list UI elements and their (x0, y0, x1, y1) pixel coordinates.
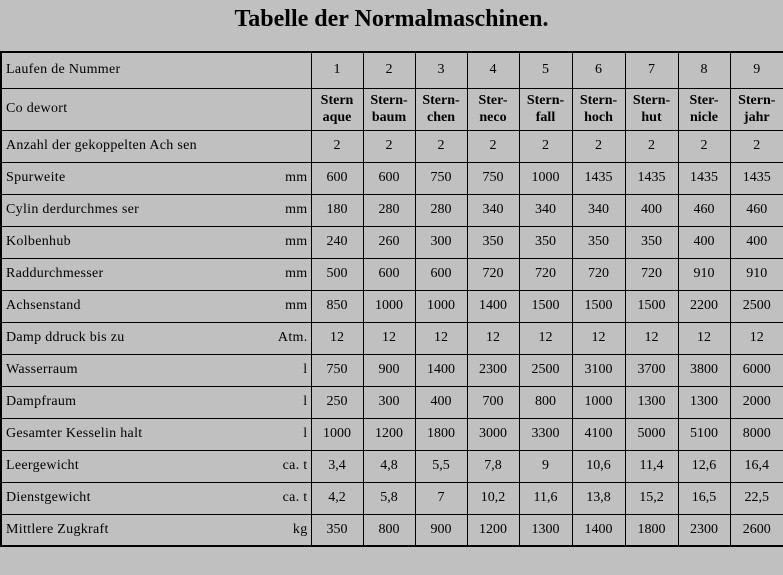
table-cell: 11,6 (519, 482, 572, 514)
table-cell: 2 (625, 130, 678, 162)
table-cell: 350 (519, 226, 572, 258)
table-cell: 720 (519, 258, 572, 290)
table-cell: 400 (625, 194, 678, 226)
row-unit: l (303, 362, 308, 377)
row-label-text: Anzahl der gekoppelten Ach sen (6, 138, 197, 153)
row-unit: ca. t (282, 458, 308, 473)
table-cell: 13,8 (572, 482, 625, 514)
table-cell: 280 (363, 194, 415, 226)
table-cell: 900 (363, 354, 415, 386)
table-cell: 12 (467, 322, 519, 354)
table-cell: 11,4 (625, 450, 678, 482)
table-cell: 260 (363, 226, 415, 258)
table-cell: 180 (311, 194, 363, 226)
table-cell: 1200 (467, 514, 519, 546)
row-unit: mm (285, 170, 308, 185)
row-unit: mm (285, 266, 308, 281)
table-cell: 1500 (519, 290, 572, 322)
header-number: 2 (363, 52, 415, 88)
row-label (1, 258, 311, 290)
header-number: 9 (730, 52, 783, 88)
row-label-text: Mittlere Zugkraft (6, 521, 109, 537)
table-cell: 3700 (625, 354, 678, 386)
table-cell: 300 (415, 226, 467, 258)
table-cell: 750 (467, 162, 519, 194)
row-label (1, 290, 311, 322)
table-cell: 340 (519, 194, 572, 226)
table-cell: 16,4 (730, 450, 783, 482)
page-title: Tabelle der Normalmaschinen. (234, 6, 549, 32)
table-row (1, 482, 783, 514)
table-cell: 1800 (415, 418, 467, 450)
row-label (1, 130, 311, 162)
table-cell: 2 (730, 130, 783, 162)
table-cell: 10,2 (467, 482, 519, 514)
codeword-cell: Stern- hoch (572, 88, 625, 130)
table-cell: 16,5 (678, 482, 730, 514)
row-label (1, 450, 311, 482)
header-number: 4 (467, 52, 519, 88)
table-cell: 280 (415, 194, 467, 226)
table-cell: 350 (625, 226, 678, 258)
row-label-text: Raddurchmesser (6, 266, 104, 281)
table-cell: 8000 (730, 418, 783, 450)
table-row (1, 450, 783, 482)
row-label (1, 194, 311, 226)
table-cell: 3800 (678, 354, 730, 386)
table-cell: 4100 (572, 418, 625, 450)
table-cell: 5000 (625, 418, 678, 450)
table-row (1, 194, 783, 226)
table-row (1, 354, 783, 386)
table-cell: 1000 (363, 290, 415, 322)
table-cell: 9 (519, 450, 572, 482)
table-cell: 1200 (363, 418, 415, 450)
row-label-text: Leergewicht (6, 458, 80, 473)
row-label-text: Dienstgewicht (6, 490, 91, 505)
table-cell: 12 (415, 322, 467, 354)
header-label: Laufen de Nummer (1, 52, 311, 88)
table-row (1, 130, 783, 162)
table-cell: 3000 (467, 418, 519, 450)
row-label-text: Achsenstand (6, 298, 81, 313)
table-cell: 600 (311, 162, 363, 194)
table-cell: 3100 (572, 354, 625, 386)
table-cell: 3,4 (311, 450, 363, 482)
table-cell: 5,5 (415, 450, 467, 482)
table-cell: 2000 (730, 386, 783, 418)
table-cell: 340 (572, 194, 625, 226)
header-number: 8 (678, 52, 730, 88)
row-label (1, 514, 311, 546)
table-cell: 2 (678, 130, 730, 162)
table-cell: 1400 (467, 290, 519, 322)
table-row (1, 386, 783, 418)
row-label (1, 162, 311, 194)
codeword-cell: Stern- baum (363, 88, 415, 130)
table-cell: 2200 (678, 290, 730, 322)
row-label-text: Kolbenhub (6, 234, 71, 249)
table-cell: 12,6 (678, 450, 730, 482)
table-cell: 850 (311, 290, 363, 322)
table-row (1, 162, 783, 194)
table-cell: 250 (311, 386, 363, 418)
table-cell: 350 (572, 226, 625, 258)
row-label (1, 418, 311, 450)
table-cell: 1300 (678, 386, 730, 418)
table-cell: 1000 (572, 386, 625, 418)
codeword-cell: Stern- fall (519, 88, 572, 130)
table-row (1, 322, 783, 354)
row-unit: mm (285, 234, 308, 249)
table-cell: 720 (625, 258, 678, 290)
machines-table (0, 51, 783, 547)
header-number: 5 (519, 52, 572, 88)
table-cell: 400 (415, 386, 467, 418)
table-row (1, 514, 783, 546)
table-cell: 5,8 (363, 482, 415, 514)
table-cell: 10,6 (572, 450, 625, 482)
table-row (1, 226, 783, 258)
table-cell: 1800 (625, 514, 678, 546)
codeword-row (1, 88, 783, 130)
row-unit: mm (285, 298, 308, 313)
table-cell: 2 (467, 130, 519, 162)
table-cell: 12 (519, 322, 572, 354)
table-cell: 4,2 (311, 482, 363, 514)
table-cell: 12 (363, 322, 415, 354)
row-label-text: Cylin derdurchmes ser (6, 202, 140, 217)
row-label-text: Dampfraum (6, 394, 77, 409)
table-cell: 12 (572, 322, 625, 354)
table-row (1, 418, 783, 450)
table-cell: 2300 (467, 354, 519, 386)
table-cell: 1000 (415, 290, 467, 322)
table-cell: 240 (311, 226, 363, 258)
table-cell: 1400 (415, 354, 467, 386)
table-cell: 12 (625, 322, 678, 354)
row-label (1, 322, 311, 354)
codeword-cell: Stern- hut (625, 88, 678, 130)
table-cell: 1000 (311, 418, 363, 450)
row-unit: ca. t (282, 490, 308, 505)
row-label (1, 386, 311, 418)
table-cell: 5100 (678, 418, 730, 450)
row-unit: l (303, 394, 308, 409)
table-cell: 910 (678, 258, 730, 290)
header-row (1, 52, 783, 88)
table-cell: 3300 (519, 418, 572, 450)
table-cell: 2600 (730, 514, 783, 546)
table-cell: 340 (467, 194, 519, 226)
row-unit: kg (292, 521, 308, 537)
row-label-text: Damp ddruck bis zu (6, 330, 125, 345)
table-row (1, 290, 783, 322)
row-unit: mm (285, 202, 308, 217)
table-cell: 750 (415, 162, 467, 194)
header-number: 1 (311, 52, 363, 88)
codeword-label: Co dewort (1, 88, 311, 130)
table-cell: 4,8 (363, 450, 415, 482)
codeword-cell: Ster- neco (467, 88, 519, 130)
table-cell: 1000 (519, 162, 572, 194)
table-cell: 1435 (572, 162, 625, 194)
table-cell: 800 (363, 514, 415, 546)
table-cell: 720 (467, 258, 519, 290)
table-cell: 400 (730, 226, 783, 258)
table-row (1, 258, 783, 290)
table-cell: 1300 (625, 386, 678, 418)
table-cell: 7,8 (467, 450, 519, 482)
row-unit: Atm. (277, 330, 308, 345)
table-cell: 2 (519, 130, 572, 162)
row-label-text: Gesamter Kesselin halt (6, 426, 143, 441)
header-number: 7 (625, 52, 678, 88)
table-cell: 2 (363, 130, 415, 162)
table-cell: 600 (415, 258, 467, 290)
row-label-text: Wasserraum (6, 362, 78, 377)
table-cell: 910 (730, 258, 783, 290)
table-cell: 1435 (678, 162, 730, 194)
table-cell: 600 (363, 162, 415, 194)
codeword-cell: Stern- jahr (730, 88, 783, 130)
table-cell: 12 (311, 322, 363, 354)
table-cell: 350 (311, 514, 363, 546)
table-cell: 700 (467, 386, 519, 418)
table-cell: 750 (311, 354, 363, 386)
row-label-text: Spurweite (6, 170, 66, 185)
table-cell: 500 (311, 258, 363, 290)
header-number: 3 (415, 52, 467, 88)
table-cell: 2 (572, 130, 625, 162)
codeword-cell: Ster- nicle (678, 88, 730, 130)
table-cell: 1400 (572, 514, 625, 546)
table-cell: 12 (678, 322, 730, 354)
table-cell: 1435 (625, 162, 678, 194)
table-cell: 460 (730, 194, 783, 226)
table-cell: 22,5 (730, 482, 783, 514)
row-unit: l (303, 426, 308, 441)
table-cell: 400 (678, 226, 730, 258)
table-cell: 600 (363, 258, 415, 290)
table-cell: 800 (519, 386, 572, 418)
table-cell: 460 (678, 194, 730, 226)
table-cell: 1500 (572, 290, 625, 322)
table-cell: 720 (572, 258, 625, 290)
table-cell: 2 (311, 130, 363, 162)
table-cell: 300 (363, 386, 415, 418)
codeword-cell: Stern- chen (415, 88, 467, 130)
row-label (1, 354, 311, 386)
row-label (1, 482, 311, 514)
codeword-cell: Stern aque (311, 88, 363, 130)
table-cell: 900 (415, 514, 467, 546)
header-number: 6 (572, 52, 625, 88)
table-cell: 15,2 (625, 482, 678, 514)
table-cell: 2500 (519, 354, 572, 386)
table-cell: 2 (415, 130, 467, 162)
table-cell: 7 (415, 482, 467, 514)
table-cell: 6000 (730, 354, 783, 386)
table-cell: 350 (467, 226, 519, 258)
table-cell: 1500 (625, 290, 678, 322)
table-cell: 1300 (519, 514, 572, 546)
table-cell: 2500 (730, 290, 783, 322)
table-cell: 2300 (678, 514, 730, 546)
table-cell: 1435 (730, 162, 783, 194)
table-cell: 12 (730, 322, 783, 354)
row-label (1, 226, 311, 258)
